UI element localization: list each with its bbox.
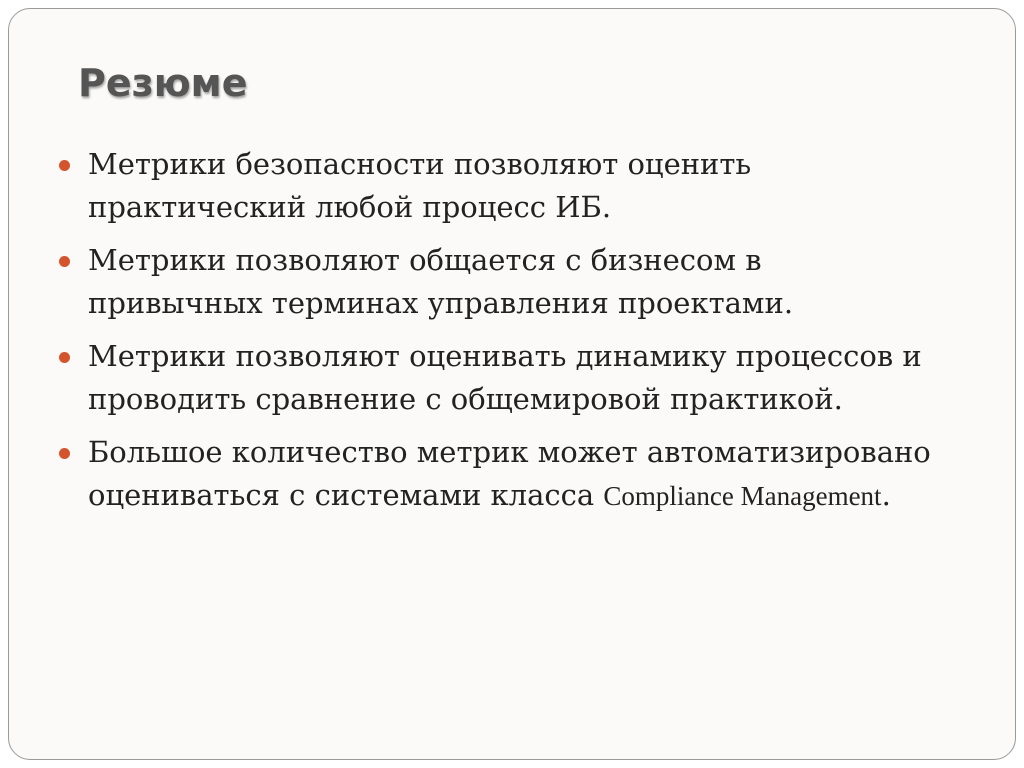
slide-title: Резюме (78, 61, 248, 105)
bullet-text: Метрики позволяют оценивать динамику процессов и проводить сравнение с общемировой практикой. (88, 339, 922, 416)
slide (8, 8, 1016, 760)
bullet-text: Большое количество метрик может автоматизировано оцениваться с системами класса (88, 435, 931, 512)
bullet-dot-icon (59, 256, 70, 267)
bullet-dot-icon (59, 448, 70, 459)
bullet-dot-icon (59, 352, 70, 363)
bullet-list (59, 143, 939, 518)
bullet-item (59, 239, 939, 325)
bullet-text-end: . (881, 478, 891, 512)
bullet-text: Метрики безопасности позволяют оценить практический любой процесс ИБ. (88, 147, 752, 224)
bullet-item (59, 431, 939, 518)
bullet-dot-icon (59, 160, 70, 171)
bullet-text: Метрики позволяют общается с бизнесом в привычных терминах управления проектами. (88, 243, 794, 320)
bullet-text-emphasis: Compliance Management (603, 481, 882, 511)
bullet-item (59, 143, 939, 229)
bullet-item (59, 335, 939, 421)
